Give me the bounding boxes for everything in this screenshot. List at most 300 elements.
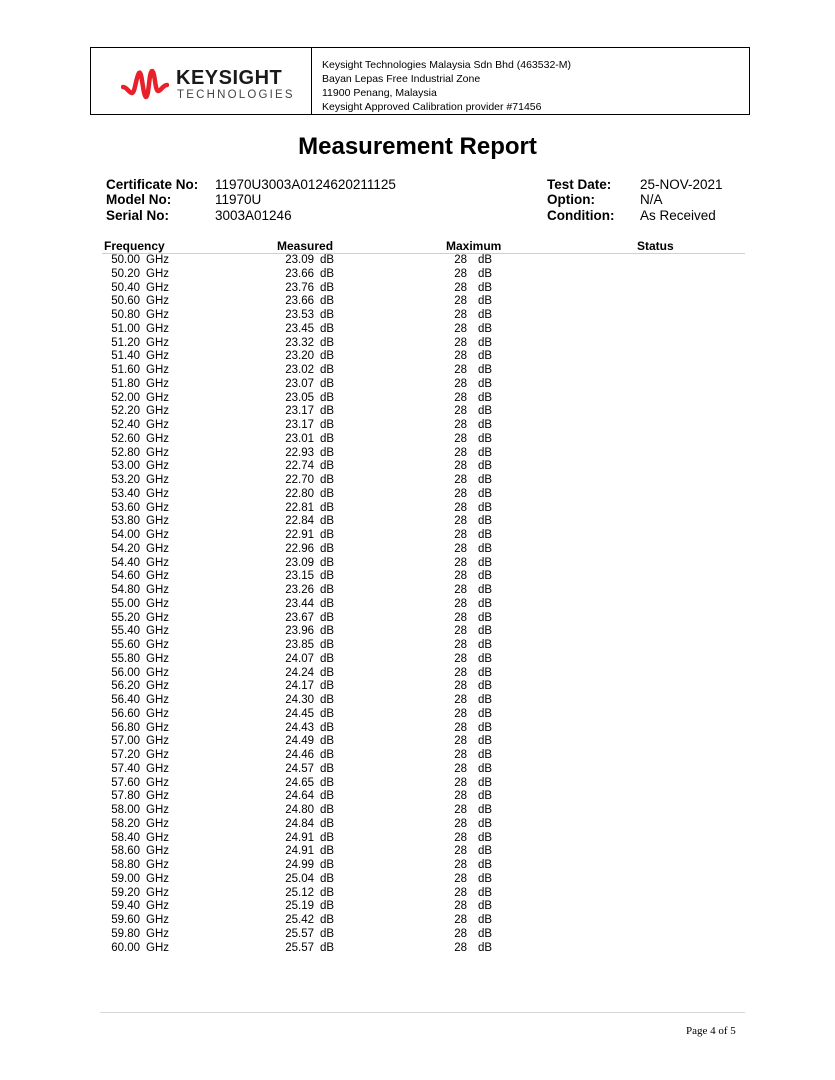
measured-cell: 24.46 [285,749,314,761]
frequency-cell: 52.40 [111,419,140,431]
measured-cell: 22.84 [285,515,314,528]
measured-unit: dB [320,350,335,363]
table-row [0,818,835,832]
table-row [0,337,835,351]
frequency-unit: GHz [146,501,169,514]
measured-cell: 23.17 [285,419,314,431]
table-row [0,405,835,419]
measured-cell: 25.57 [285,927,314,940]
maximum-unit: dB [478,790,493,803]
maximum-cell: 28 [454,474,467,486]
header-divider [311,48,312,114]
maximum-cell: 28 [454,790,467,803]
measured-unit: dB [320,460,335,473]
measured-cell: 23.20 [285,350,314,363]
table-row [0,323,835,337]
table-row [0,804,835,818]
maximum-cell: 28 [454,872,467,885]
table-row [0,928,835,942]
frequency-cell: 55.00 [111,597,140,610]
frequency-unit: GHz [146,364,169,376]
measured-unit: dB [320,584,335,596]
frequency-cell: 59.40 [111,900,140,913]
measured-unit: dB [320,309,335,321]
table-row [0,625,835,639]
frequency-cell: 58.20 [111,817,140,830]
frequency-unit: GHz [146,460,169,473]
maximum-cell: 28 [454,515,467,528]
maximum-unit: dB [478,707,493,720]
model-value: 11970U [215,192,262,207]
table-row [0,474,835,488]
table-row [0,694,835,708]
test-date-label: Test Date: [547,177,612,192]
measured-unit: dB [320,652,335,665]
measured-cell: 23.01 [285,432,314,445]
frequency-cell: 56.40 [111,694,140,706]
maximum-cell: 28 [454,391,467,404]
frequency-unit: GHz [146,597,169,610]
frequency-unit: GHz [146,556,169,569]
measured-cell: 24.91 [285,845,314,858]
frequency-cell: 57.20 [111,749,140,761]
frequency-unit: GHz [146,570,169,583]
maximum-cell: 28 [454,914,467,926]
table-row [0,419,835,433]
frequency-cell: 53.00 [111,460,140,473]
measured-unit: dB [320,597,335,610]
measured-cell: 25.04 [285,872,314,885]
measured-unit: dB [320,377,335,390]
frequency-cell: 56.60 [111,707,140,720]
column-header-frequency: Frequency [104,239,165,253]
maximum-unit: dB [478,556,493,569]
measured-cell: 24.43 [285,721,314,734]
frequency-cell: 54.60 [111,570,140,583]
maximum-unit: dB [478,281,493,294]
model-label: Model No: [106,192,172,207]
frequency-unit: GHz [146,611,169,624]
measured-unit: dB [320,817,335,830]
frequency-cell: 58.60 [111,845,140,858]
measured-unit: dB [320,391,335,404]
condition-value: As Received [640,208,716,223]
frequency-cell: 54.00 [111,529,140,541]
frequency-unit: GHz [146,927,169,940]
logo-subtitle: TECHNOLOGIES [177,89,295,101]
table-row [0,254,835,268]
measured-cell: 23.76 [285,281,314,294]
maximum-cell: 28 [454,652,467,665]
measured-cell: 25.12 [285,886,314,899]
measured-cell: 23.26 [285,584,314,596]
maximum-unit: dB [478,529,493,541]
maximum-unit: dB [478,721,493,734]
maximum-cell: 28 [454,584,467,596]
maximum-unit: dB [478,364,493,376]
maximum-unit: dB [478,941,493,954]
frequency-unit: GHz [146,735,169,748]
measured-unit: dB [320,625,335,638]
maximum-unit: dB [478,432,493,445]
measured-unit: dB [320,941,335,954]
frequency-cell: 58.40 [111,831,140,844]
maximum-unit: dB [478,584,493,596]
measured-unit: dB [320,556,335,569]
measured-unit: dB [320,295,335,308]
maximum-unit: dB [478,487,493,500]
maximum-cell: 28 [454,831,467,844]
frequency-unit: GHz [146,487,169,500]
measured-cell: 25.42 [285,914,314,926]
measured-cell: 23.17 [285,405,314,418]
maximum-cell: 28 [454,941,467,954]
maximum-cell: 28 [454,666,467,679]
frequency-cell: 56.20 [111,680,140,693]
measured-cell: 24.45 [285,707,314,720]
maximum-unit: dB [478,501,493,514]
maximum-cell: 28 [454,350,467,363]
measured-cell: 23.15 [285,570,314,583]
measured-cell: 23.07 [285,377,314,390]
measured-unit: dB [320,281,335,294]
table-row [0,735,835,749]
frequency-unit: GHz [146,281,169,294]
maximum-cell: 28 [454,487,467,500]
frequency-cell: 59.00 [111,872,140,885]
measured-cell: 25.57 [285,941,314,954]
measured-unit: dB [320,900,335,913]
measured-unit: dB [320,474,335,486]
frequency-cell: 57.40 [111,762,140,775]
frequency-cell: 52.60 [111,432,140,445]
measured-cell: 24.24 [285,666,314,679]
frequency-cell: 58.00 [111,804,140,816]
frequency-unit: GHz [146,432,169,445]
measured-cell: 24.30 [285,694,314,706]
table-row [0,433,835,447]
measured-unit: dB [320,419,335,431]
frequency-unit: GHz [146,859,169,871]
table-row [0,460,835,474]
maximum-cell: 28 [454,721,467,734]
table-row [0,832,835,846]
table-row [0,543,835,557]
table-row [0,309,835,323]
maximum-unit: dB [478,762,493,775]
measured-unit: dB [320,322,335,335]
maximum-unit: dB [478,446,493,459]
table-row [0,502,835,516]
frequency-cell: 53.20 [111,474,140,486]
maximum-cell: 28 [454,625,467,638]
frequency-cell: 53.60 [111,501,140,514]
measured-cell: 23.44 [285,597,314,610]
frequency-unit: GHz [146,914,169,926]
maximum-unit: dB [478,666,493,679]
frequency-cell: 51.80 [111,377,140,390]
frequency-unit: GHz [146,625,169,638]
measured-unit: dB [320,831,335,844]
frequency-cell: 50.60 [111,295,140,308]
frequency-unit: GHz [146,652,169,665]
maximum-cell: 28 [454,254,467,266]
frequency-unit: GHz [146,474,169,486]
column-header-measured: Measured [277,239,334,253]
measured-cell: 24.80 [285,804,314,816]
keysight-logo [121,65,296,105]
measured-unit: dB [320,542,335,555]
measured-cell: 24.07 [285,652,314,665]
table-row [0,639,835,653]
company-address [322,58,571,114]
frequency-unit: GHz [146,776,169,789]
serial-label: Serial No: [106,208,170,223]
frequency-unit: GHz [146,639,169,651]
company-line: Keysight Approved Calibration provider #71456 [322,101,542,113]
frequency-cell: 60.00 [111,941,140,954]
measured-cell: 23.96 [285,625,314,638]
page-number: Page 4 of 5 [686,1025,736,1037]
maximum-unit: dB [478,336,493,349]
frequency-cell: 54.80 [111,584,140,596]
measured-cell: 22.93 [285,446,314,459]
maximum-cell: 28 [454,707,467,720]
frequency-cell: 50.00 [111,254,140,266]
frequency-cell: 52.00 [111,391,140,404]
frequency-cell: 56.00 [111,666,140,679]
measured-unit: dB [320,735,335,748]
frequency-cell: 55.60 [111,639,140,651]
maximum-cell: 28 [454,309,467,321]
measured-unit: dB [320,927,335,940]
maximum-unit: dB [478,309,493,321]
frequency-cell: 50.80 [111,309,140,321]
maximum-cell: 28 [454,419,467,431]
frequency-unit: GHz [146,790,169,803]
table-row [0,350,835,364]
table-row [0,612,835,626]
column-header-status: Status [637,239,674,253]
measured-unit: dB [320,432,335,445]
option-label: Option: [547,192,595,207]
measured-unit: dB [320,364,335,376]
frequency-unit: GHz [146,804,169,816]
maximum-cell: 28 [454,886,467,899]
measured-cell: 24.99 [285,859,314,871]
measured-unit: dB [320,762,335,775]
maximum-unit: dB [478,914,493,926]
maximum-cell: 28 [454,295,467,308]
table-row [0,282,835,296]
measured-unit: dB [320,570,335,583]
test-date-value: 25-NOV-2021 [640,177,723,192]
maximum-cell: 28 [454,900,467,913]
frequency-unit: GHz [146,872,169,885]
measured-cell: 23.45 [285,322,314,335]
frequency-unit: GHz [146,405,169,418]
measured-unit: dB [320,529,335,541]
measured-cell: 23.53 [285,309,314,321]
frequency-unit: GHz [146,542,169,555]
measured-cell: 24.91 [285,831,314,844]
table-row [0,900,835,914]
table-row [0,845,835,859]
measured-cell: 22.96 [285,542,314,555]
frequency-cell: 51.00 [111,322,140,335]
table-row [0,887,835,901]
measured-unit: dB [320,405,335,418]
table-row [0,942,835,956]
measured-cell: 23.67 [285,611,314,624]
frequency-unit: GHz [146,515,169,528]
certificate-label: Certificate No: [106,177,199,192]
table-row [0,722,835,736]
maximum-unit: dB [478,254,493,266]
serial-value: 3003A01246 [215,208,292,223]
frequency-cell: 53.40 [111,487,140,500]
table-row [0,598,835,612]
frequency-unit: GHz [146,336,169,349]
frequency-unit: GHz [146,391,169,404]
company-line: Keysight Technologies Malaysia Sdn Bhd (463532-M) [322,59,572,71]
table-row [0,570,835,584]
measured-unit: dB [320,515,335,528]
maximum-cell: 28 [454,762,467,775]
measured-unit: dB [320,446,335,459]
maximum-unit: dB [478,859,493,871]
measured-cell: 24.17 [285,680,314,693]
maximum-unit: dB [478,377,493,390]
frequency-cell: 51.60 [111,364,140,376]
frequency-unit: GHz [146,350,169,363]
maximum-unit: dB [478,680,493,693]
maximum-unit: dB [478,831,493,844]
maximum-unit: dB [478,350,493,363]
maximum-cell: 28 [454,776,467,789]
measured-cell: 24.64 [285,790,314,803]
footer-rule [100,1012,745,1013]
frequency-cell: 56.80 [111,721,140,734]
maximum-cell: 28 [454,281,467,294]
maximum-cell: 28 [454,639,467,651]
measured-unit: dB [320,694,335,706]
measured-cell: 22.81 [285,501,314,514]
table-row [0,557,835,571]
measured-cell: 24.57 [285,762,314,775]
table-row [0,529,835,543]
measurement-table [0,254,835,955]
frequency-unit: GHz [146,707,169,720]
table-row [0,488,835,502]
table-row [0,653,835,667]
maximum-cell: 28 [454,377,467,390]
maximum-cell: 28 [454,405,467,418]
measured-cell: 24.49 [285,735,314,748]
measured-unit: dB [320,501,335,514]
frequency-cell: 55.40 [111,625,140,638]
frequency-cell: 55.80 [111,652,140,665]
measured-cell: 22.91 [285,529,314,541]
measured-unit: dB [320,666,335,679]
maximum-unit: dB [478,322,493,335]
frequency-cell: 59.20 [111,886,140,899]
maximum-cell: 28 [454,432,467,445]
maximum-cell: 28 [454,501,467,514]
maximum-cell: 28 [454,267,467,280]
table-row [0,790,835,804]
maximum-unit: dB [478,460,493,473]
frequency-cell: 51.40 [111,350,140,363]
maximum-unit: dB [478,900,493,913]
condition-label: Condition: [547,208,615,223]
maximum-unit: dB [478,872,493,885]
measured-cell: 25.19 [285,900,314,913]
measured-unit: dB [320,721,335,734]
maximum-unit: dB [478,749,493,761]
maximum-cell: 28 [454,680,467,693]
frequency-unit: GHz [146,666,169,679]
maximum-unit: dB [478,267,493,280]
measured-unit: dB [320,886,335,899]
measured-cell: 23.85 [285,639,314,651]
measured-unit: dB [320,254,335,266]
maximum-cell: 28 [454,817,467,830]
table-row [0,914,835,928]
table-row [0,667,835,681]
maximum-unit: dB [478,694,493,706]
measured-unit: dB [320,914,335,926]
table-row [0,680,835,694]
column-header-maximum: Maximum [446,239,502,253]
maximum-cell: 28 [454,556,467,569]
frequency-cell: 57.60 [111,776,140,789]
maximum-unit: dB [478,735,493,748]
maximum-cell: 28 [454,364,467,376]
frequency-unit: GHz [146,941,169,954]
maximum-unit: dB [478,515,493,528]
frequency-unit: GHz [146,267,169,280]
table-row [0,295,835,309]
measured-cell: 23.09 [285,556,314,569]
measured-cell: 23.02 [285,364,314,376]
maximum-cell: 28 [454,859,467,871]
frequency-cell: 50.40 [111,281,140,294]
maximum-unit: dB [478,639,493,651]
company-line: 11900 Penang, Malaysia [322,87,437,99]
measured-cell: 24.65 [285,776,314,789]
maximum-cell: 28 [454,460,467,473]
frequency-unit: GHz [146,680,169,693]
maximum-cell: 28 [454,570,467,583]
measured-unit: dB [320,776,335,789]
frequency-cell: 52.80 [111,446,140,459]
maximum-unit: dB [478,804,493,816]
frequency-cell: 51.20 [111,336,140,349]
maximum-unit: dB [478,817,493,830]
maximum-cell: 28 [454,529,467,541]
frequency-unit: GHz [146,254,169,266]
maximum-cell: 28 [454,446,467,459]
maximum-unit: dB [478,611,493,624]
measured-unit: dB [320,611,335,624]
maximum-cell: 28 [454,322,467,335]
frequency-unit: GHz [146,749,169,761]
frequency-unit: GHz [146,584,169,596]
maximum-unit: dB [478,927,493,940]
maximum-cell: 28 [454,542,467,555]
table-row [0,515,835,529]
